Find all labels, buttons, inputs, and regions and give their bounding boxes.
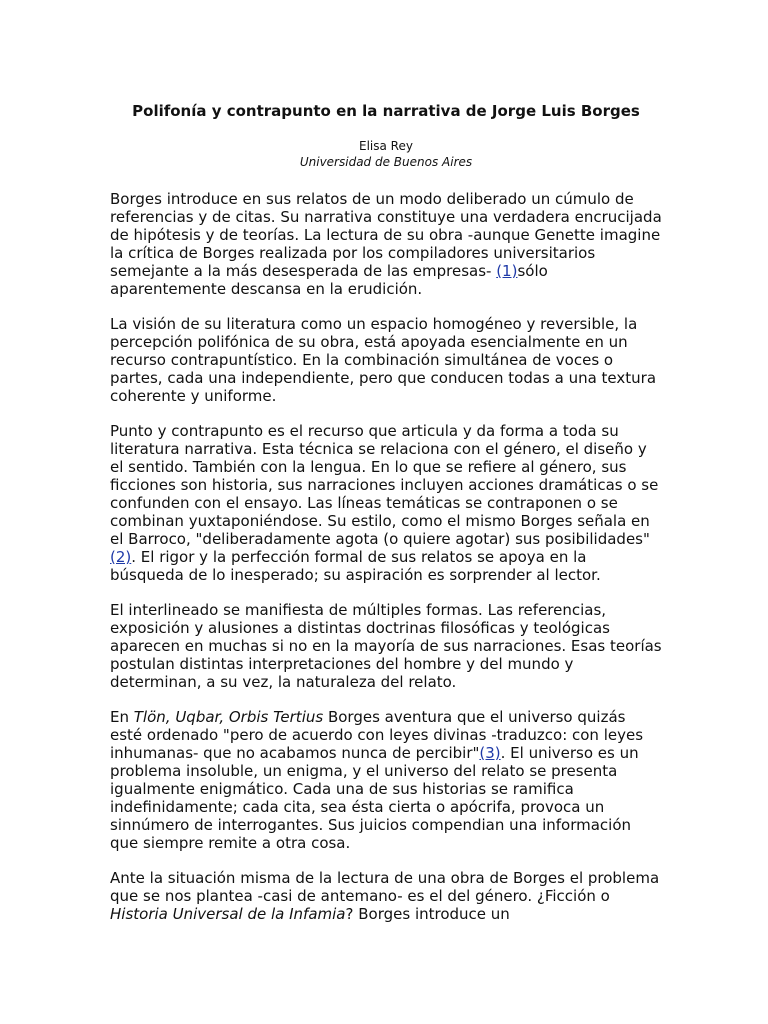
work-title-historia-universal: Historia Universal de la Infamia [110,905,346,923]
paragraph-5 [110,708,662,852]
author-name: Elisa Rey [359,139,413,153]
paragraph-3-text-b: . El rigor y la perfección formal de sus relatos se apoya en la búsqueda de lo inesperado; su aspiración es sorprender al lector. [110,548,601,584]
article-body [110,190,662,923]
work-title-tlon: Tlön, Uqbar, Orbis Tertius [133,708,324,726]
paragraph-5-text-b: . El universo es un problema insoluble, un enigma, y el universo del relato se presenta igualmente enigmático. Cada una de sus historias se ramifica indefinidamente; cada cita, sea ésta cierta o apócrifa, provoca un sinnúmero de interrogantes. Sus juicios compendian una información que siempre remite a otra cosa. [110,744,639,852]
paragraph-5-text-pre: En [110,708,134,726]
paragraph-4 [110,601,662,691]
paragraph-1 [110,190,662,298]
document-page [110,100,662,940]
paragraph-1-text-b: sólo aparentemente descansa en la erudición. [110,262,548,298]
paragraph-2-text: La visión de su literatura como un espacio homogéneo y reversible, la percepción polifónica de su obra, está apoyada esencialmente en un recurso contrapuntístico. En la combinación simultánea de voces o partes, cada una independiente, pero que conducen todas a una textura coherente y uniforme. [110,315,657,405]
byline [110,138,662,170]
footnote-link-2[interactable]: (2) [110,548,132,566]
paragraph-3 [110,422,662,584]
paragraph-2 [110,315,662,405]
paragraph-6-text-a: Ante la situación misma de la lectura de una obra de Borges el problema que se nos plantea -casi de antemano- es el del género. ¿Ficción o [110,869,660,905]
document-title: Polifonía y contrapunto en la narrativa de Jorge Luis Borges [132,102,640,120]
footnote-link-1[interactable]: (1) [496,262,518,280]
paragraph-6 [110,869,662,923]
paragraph-3-text-a: Punto y contrapunto es el recurso que articula y da forma a toda su literatura narrativa. Esta técnica se relaciona con el género, el diseño y el sentido. También con la lengua. En lo que se refiere al género, sus ficciones son historia, sus narraciones incluyen acciones dramáticas o se confunden con el ensayo. Las líneas temáticas se contraponen o se combinan yuxtaponiéndose. Su estilo, como el mismo Borges señala en el Barroco, "deliberadamente agota (o quiere agotar) sus posibilidades" [110,422,659,548]
author-affiliation: Universidad de Buenos Aires [299,155,473,169]
paragraph-5-text-a: Borges aventura que el universo quizás esté ordenado "pero de acuerdo con leyes divinas -traduzco: con leyes inhumanas- que no acabamos nunca de percibir" [110,708,644,762]
paragraph-6-text-b: ? Borges introduce un [345,905,510,923]
footnote-link-3[interactable]: (3) [479,744,501,762]
paragraph-1-text-a: Borges introduce en sus relatos de un modo deliberado un cúmulo de referencias y de citas. Su narrativa constituye una verdadera encrucijada de hipótesis y de teorías. La lectura de su obra -aunque Genette imagine la crítica de Borges realizada por los compiladores universitarios semejante a la más desesperada de las empresas- [110,190,662,280]
paragraph-4-text: El interlineado se manifiesta de múltiples formas. Las referencias, exposición y alusiones a distintas doctrinas filosóficas y teológicas aparecen en muchas si no en la mayoría de sus narraciones. Esas teorías postulan distintas interpretaciones del hombre y del mundo y determinan, a su vez, la naturaleza del relato. [110,601,662,691]
